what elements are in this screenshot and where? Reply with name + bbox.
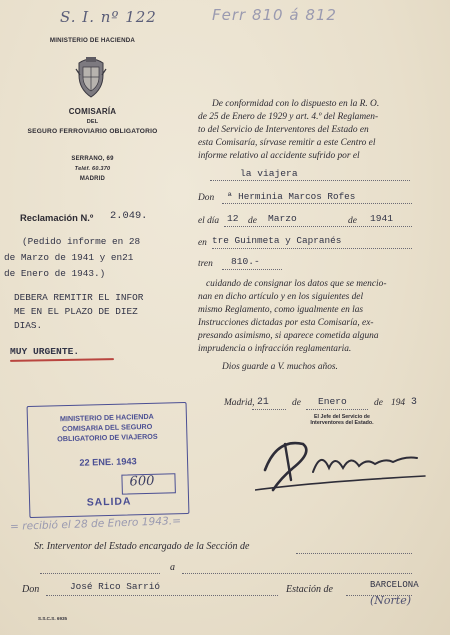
stamp-line: COMISARIA DEL SEGURO [61, 421, 153, 434]
fill-line [182, 573, 412, 574]
reclamacion-label: Reclamación N.º [20, 212, 94, 223]
signatory-title [282, 414, 402, 426]
dia-label: el día [198, 216, 220, 226]
pedido-line: de Enero de 1943.) [4, 268, 106, 279]
phone-number: Teléf. 60.370 [74, 166, 111, 172]
closing-line: Dios guarde a V. muchos años. [222, 362, 338, 372]
comisaria-heading: COMISARÍA [68, 107, 117, 116]
pedido-line: (Pedido informe en 28 [22, 236, 141, 247]
fill-line [224, 226, 412, 227]
fill-line [306, 409, 368, 410]
don-label: Don [22, 584, 40, 595]
stamp-number: 600 [129, 473, 155, 490]
fill-line [222, 203, 412, 204]
fill-line [222, 269, 282, 270]
body-line: De conformidad con lo dispuesto en la R. O. [212, 99, 380, 109]
body-line: presando asimismo, si aparece cometida alguna [198, 331, 379, 341]
reclamacion-number: 2.049. [110, 210, 148, 222]
date-month: Enero [318, 396, 347, 407]
fill-line [296, 553, 412, 554]
seguro-heading: SEGURO FERROVIARIO OBLIGATORIO [27, 128, 158, 135]
body-line: mismo Reglamento, como igualmente en las [198, 305, 364, 315]
body-line: to del Servicio de Interventores del Estado en [198, 125, 369, 135]
a-label: a [170, 562, 175, 573]
street-address: SERRANO, 69 [71, 156, 114, 162]
train-value: 810.- [231, 256, 260, 267]
fill-line [46, 595, 278, 596]
fill-line [252, 409, 286, 410]
body-line: imprudencia o infracción reglamentaria. [198, 344, 352, 354]
party-value: la viajera [240, 168, 298, 179]
location-value: tre Guinmeta y Capranés [212, 235, 342, 246]
pencil-received-note: = recibió el 28 de Enero 1943.= [9, 515, 182, 533]
estacion-label: Estación de [286, 584, 333, 595]
year-value: 1941 [370, 213, 394, 224]
city-label: MADRID [79, 176, 106, 182]
body-line: de 25 de Enero de 1929 y art. 4.º del Reglamen- [198, 112, 379, 122]
stamp-date: 22 ENE. 1943 [79, 456, 137, 468]
stamp-salida: SALIDA [86, 496, 132, 509]
estacion-value: BARCELONA [370, 580, 419, 590]
date-city: Madrid, [224, 398, 255, 408]
handwritten-signature [255, 430, 435, 500]
don-label: Don [198, 193, 215, 203]
fill-line [212, 248, 412, 249]
body-line: cuidando de consignar los datos que se mencio- [206, 279, 387, 289]
date-year-prefix: 194 [391, 398, 406, 408]
reference-number-handwritten: S. I. nº 122 [60, 8, 157, 26]
de-label: de [348, 216, 357, 226]
stamp-line: MINISTERIO DE HACIENDA [59, 411, 154, 424]
tren-label: tren [198, 259, 213, 269]
month-value: Marzo [268, 213, 297, 224]
pedido-line: de Marzo de 1941 y en21 [4, 252, 134, 263]
signatory-line: Interventores del Estado. [310, 420, 374, 426]
date-de: de [374, 398, 383, 408]
fill-line [40, 573, 160, 574]
date-day: 21 [257, 396, 269, 407]
body-line: esta Comisaría, sírvase remitir a este Centro el [198, 138, 376, 148]
debera-line: DEBERA REMITIR EL INFOR [14, 292, 144, 303]
signatory-line: El Jefe del Servicio de [314, 414, 370, 420]
addressee-line: Sr. Interventor del Estado encargado de la Sección de [34, 541, 250, 552]
printer-mark: S.S.C.S. 6935 [38, 616, 68, 621]
body-line: Instrucciones dictadas por esta Comisaría, ex- [198, 318, 374, 328]
estacion-note: (Norte) [370, 594, 412, 607]
debera-line: DIAS. [14, 320, 43, 331]
coat-of-arms-icon [74, 55, 108, 99]
debera-line: ME EN EL PLAZO DE DIEZ [14, 306, 138, 317]
urgent-label: MUY URGENTE. [10, 346, 80, 357]
de-label: de [248, 216, 257, 226]
name-value: ª Herminia Marcos Rofes [227, 191, 356, 202]
don-name-value: José Rico Sarrió [70, 581, 161, 592]
day-value: 12 [227, 213, 239, 224]
en-label: en [198, 238, 207, 248]
body-line: informe relativo al accidente sufrido por el [198, 151, 360, 161]
pencil-note: Ferr 810 á 812 [212, 6, 337, 24]
fill-line [210, 180, 410, 181]
stamp-line: OBLIGATORIO DE VIAJEROS [57, 431, 158, 444]
ministry-label: MINISTERIO DE HACIENDA [49, 37, 136, 44]
del-label: DEL [86, 119, 99, 125]
registry-stamp [27, 402, 190, 518]
date-year-digit: 3 [411, 396, 417, 407]
body-line: nan en dicho artículo y en los siguientes del [198, 292, 364, 302]
date-de: de [292, 398, 301, 408]
